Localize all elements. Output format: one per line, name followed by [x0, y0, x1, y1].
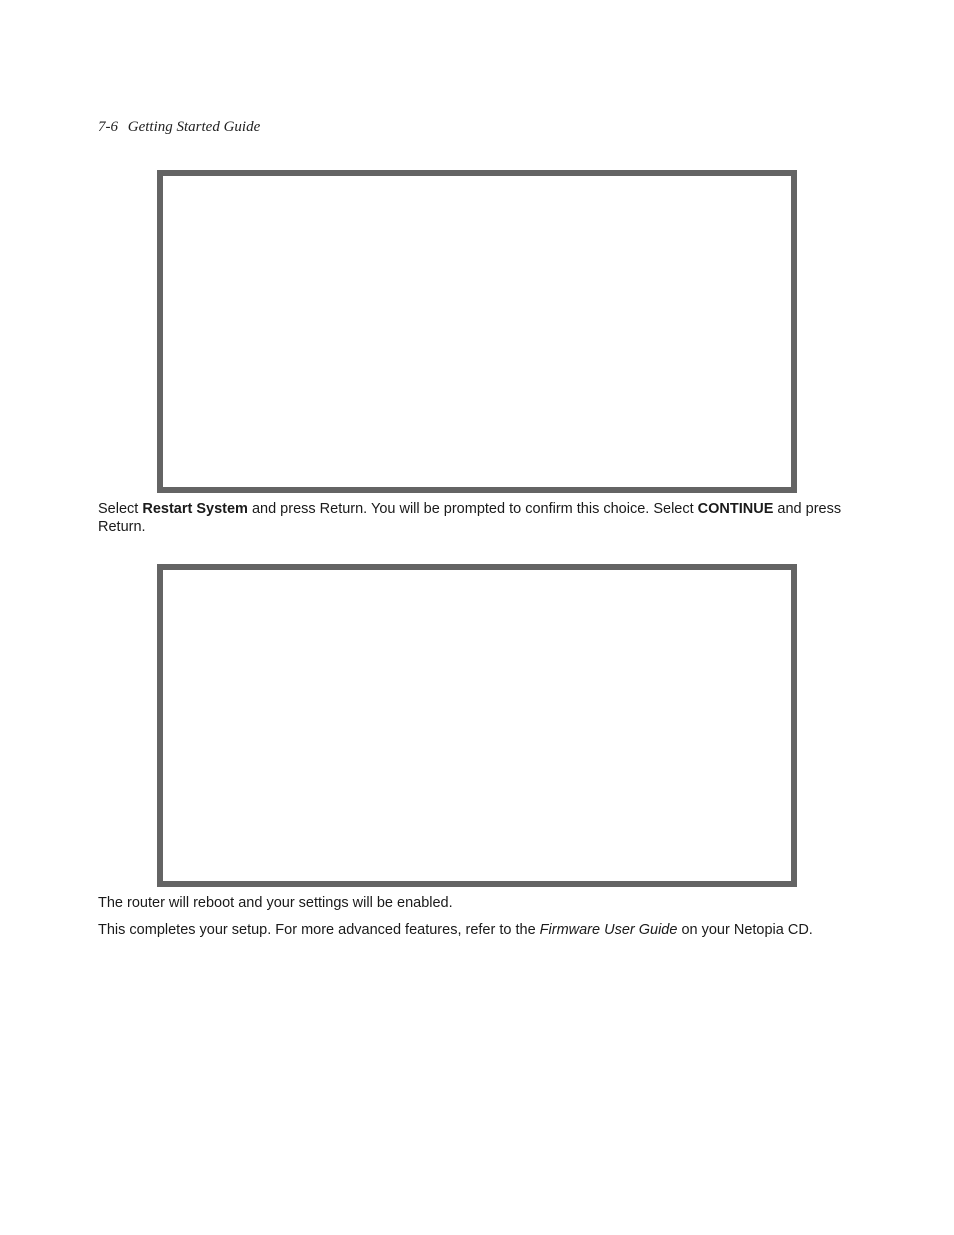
screenshot-placeholder-restart-menu: [157, 170, 797, 493]
reboot-note-paragraph: [98, 894, 858, 912]
firmware-user-guide-title: Firmware User Guide: [539, 922, 678, 938]
instruction-restart-paragraph: [98, 500, 858, 536]
reboot-note-text: The router will reboot and your settings will be enabled.: [98, 895, 453, 911]
guide-title: Getting Started Guide: [127, 119, 261, 135]
running-header: [98, 119, 260, 136]
instruction-text: Select: [98, 501, 143, 517]
instruction-text: and press Return.: [98, 501, 842, 535]
instruction-text: and press Return. You will be prompted to confirm this choice. Select: [247, 501, 698, 517]
page-number: 7-6: [98, 119, 118, 135]
screenshot-placeholder-confirm-dialog: [157, 564, 797, 887]
restart-system-term: Restart System: [142, 501, 248, 517]
continue-term: CONTINUE: [697, 501, 774, 517]
completion-text: on your Netopia CD.: [677, 922, 813, 938]
completion-text: This completes your setup. For more advanced features, refer to the: [98, 922, 540, 938]
completion-paragraph: [98, 921, 858, 939]
